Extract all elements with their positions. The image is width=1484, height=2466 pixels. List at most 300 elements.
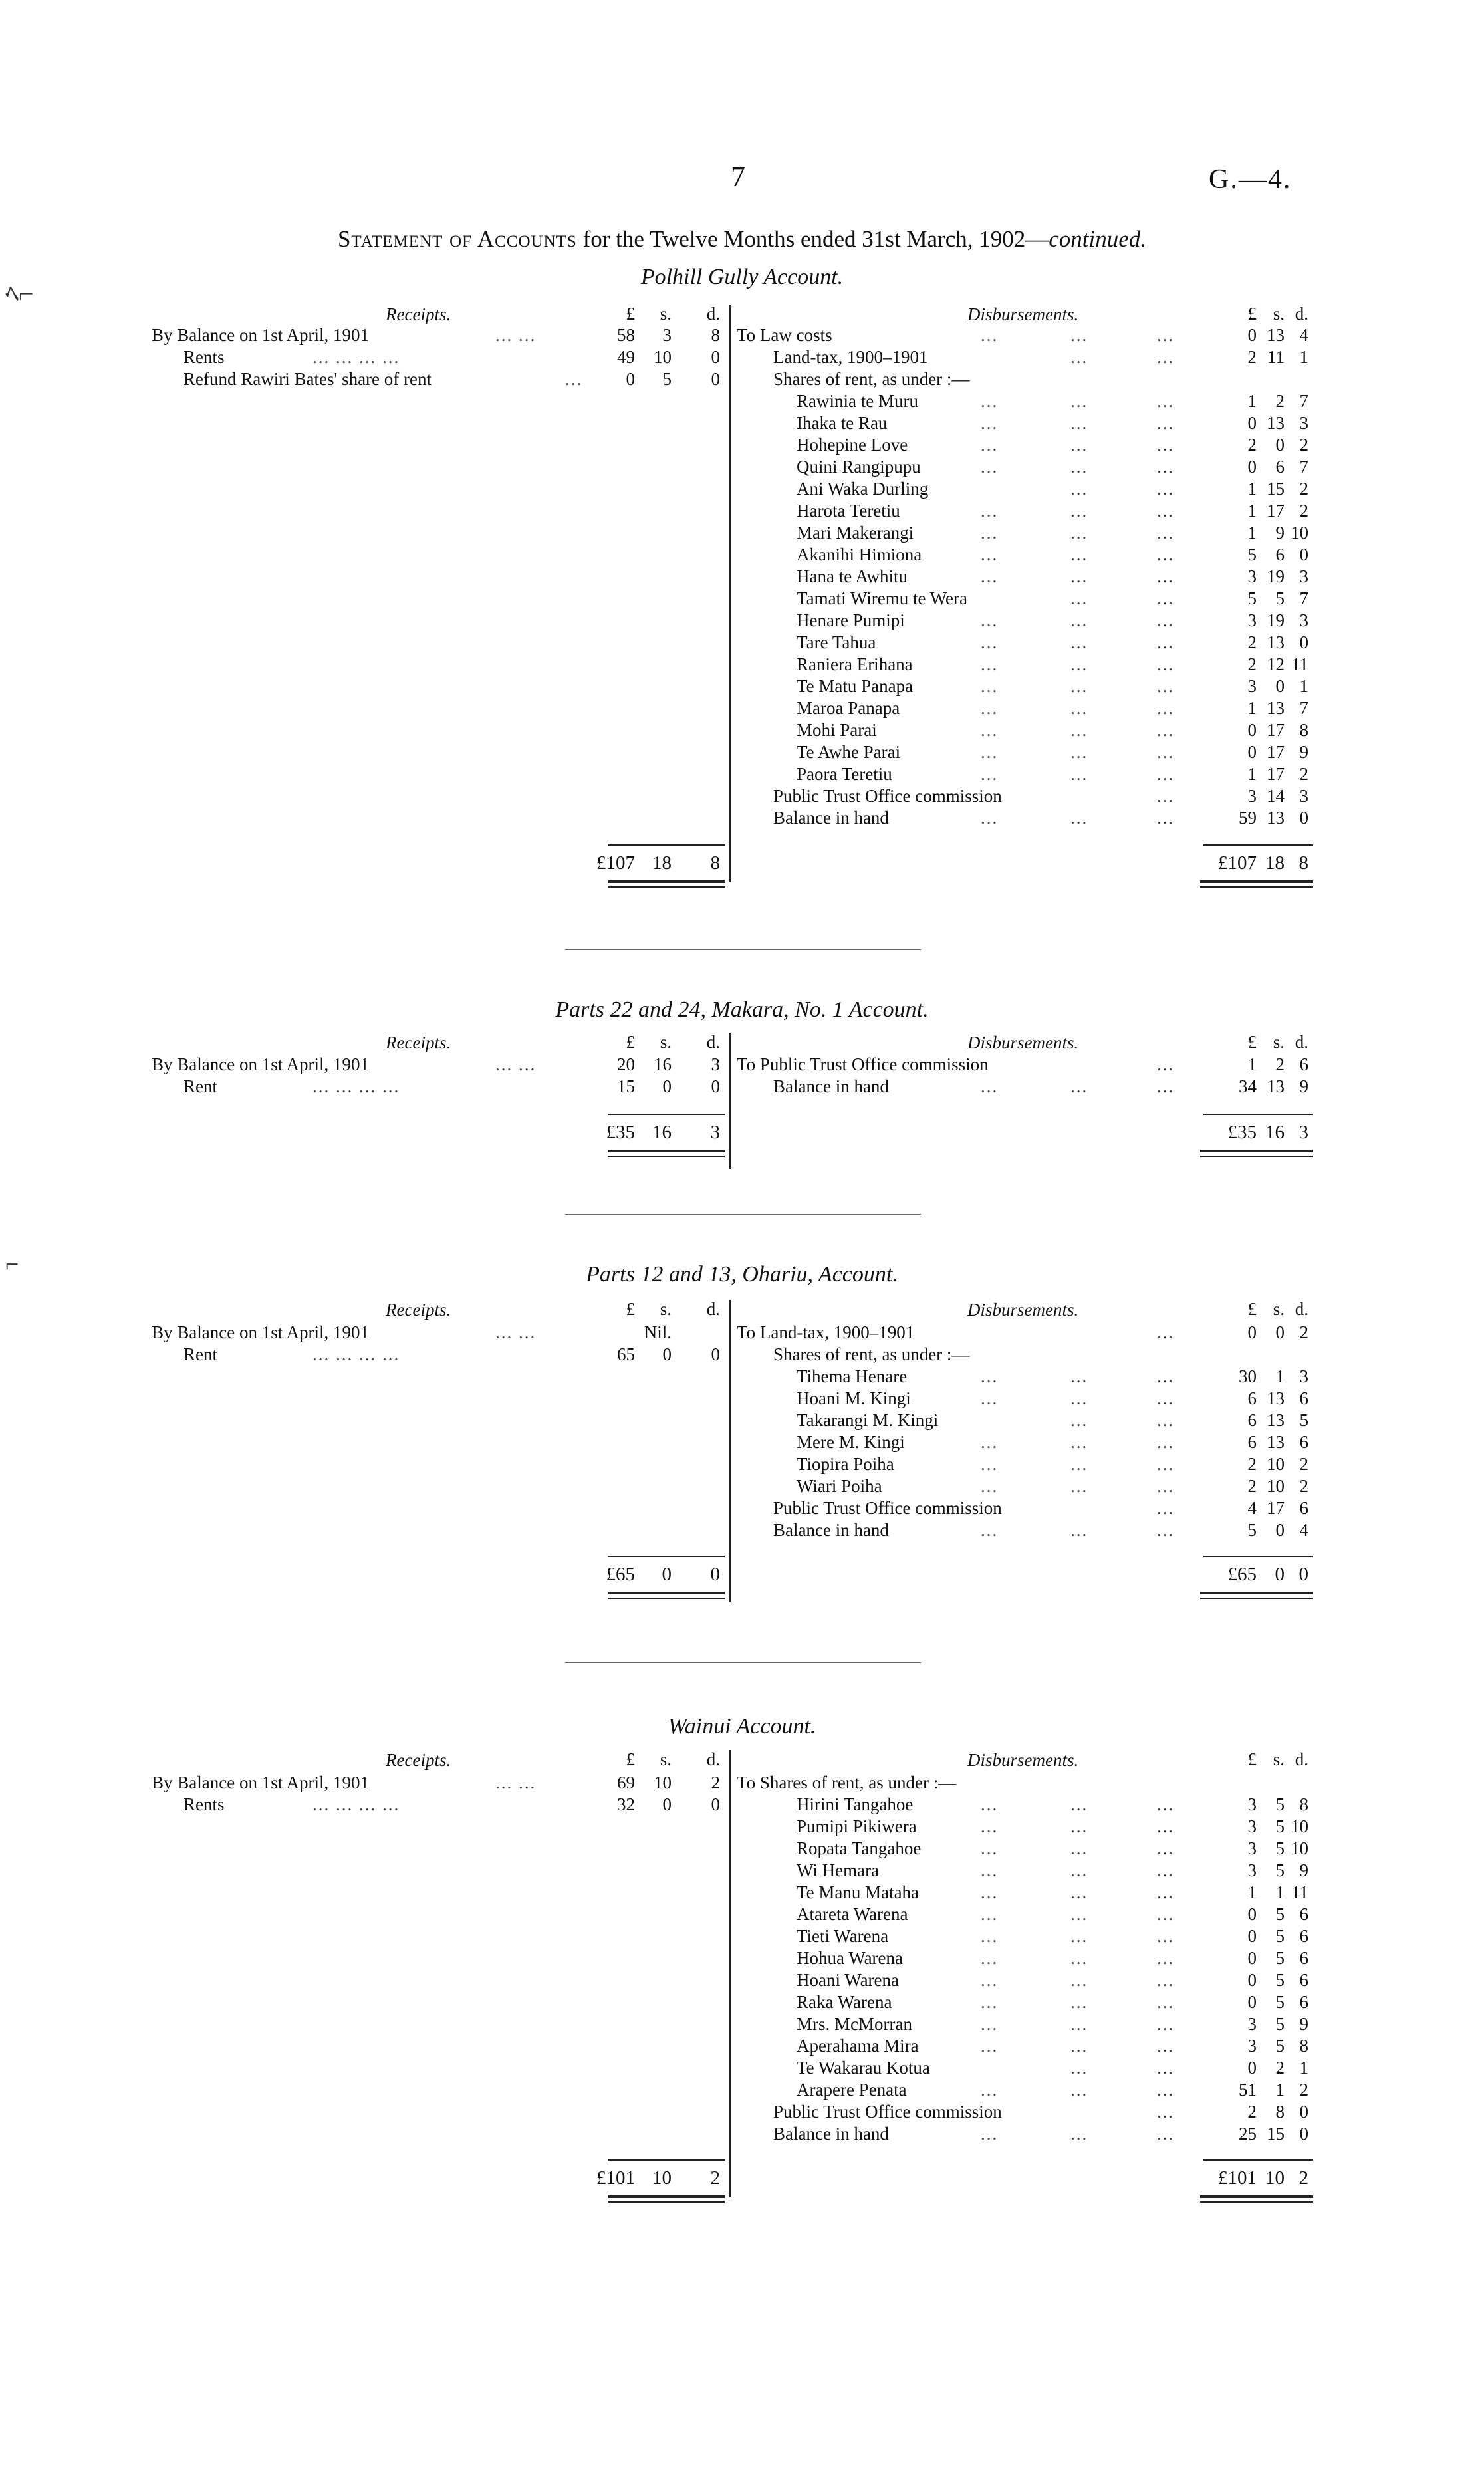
- amount-pounds: £101: [1218, 2167, 1257, 2189]
- leader-dots: ...: [1157, 501, 1175, 521]
- leader-dots: ...: [1070, 545, 1088, 564]
- leader-dots: ...: [1157, 1076, 1175, 1096]
- disbursement-row: [0, 566, 1484, 588]
- disbursement-label: Mere M. Kingi: [797, 1432, 905, 1452]
- leader-dots: ...: [981, 545, 999, 564]
- amount-pence: 0: [1299, 2102, 1308, 2122]
- disbursement-label: To Public Trust Office commission: [737, 1054, 989, 1074]
- amount-pence: 6: [1299, 1054, 1308, 1074]
- receipt-label: Rents: [184, 347, 225, 367]
- disbursement-row: [0, 1947, 1484, 1969]
- amount-pence: 8: [711, 325, 720, 345]
- leader-dots: ...: [1157, 632, 1175, 652]
- shillings-header: s.: [660, 304, 672, 324]
- amount-shillings: 17: [1267, 720, 1285, 740]
- amount-pounds: 69: [617, 1773, 635, 1792]
- disbursement-label: Pumipi Pikiwera: [797, 1816, 917, 1836]
- pence-header: d.: [1295, 1299, 1308, 1319]
- amount-shillings: 0: [1275, 435, 1285, 455]
- amount-pence: 3: [711, 1054, 720, 1074]
- leader-dots: ...: [1070, 523, 1088, 543]
- amount-shillings: 13: [1267, 1388, 1285, 1408]
- pence-header: d.: [706, 304, 720, 324]
- leader-dots: ... ... ... ...: [312, 1076, 400, 1096]
- amount-pounds: 3: [1247, 786, 1257, 806]
- disbursements-total-double-rule: [1200, 1150, 1313, 1152]
- disbursement-row: [0, 1076, 1484, 1098]
- disbursements-heading: Disbursements.: [967, 1033, 1079, 1052]
- disbursement-row: [0, 1904, 1484, 1925]
- amount-pounds: 3: [1247, 1816, 1257, 1836]
- disbursement-row: [0, 522, 1484, 544]
- amount-pounds: 2: [1247, 347, 1257, 367]
- pence-header: d.: [1295, 1749, 1308, 1769]
- amount-pounds: £65: [1227, 1564, 1257, 1585]
- disbursements-total-double-rule: [1200, 886, 1313, 888]
- leader-dots: ...: [1157, 2058, 1175, 2078]
- amount-pence: 6: [1299, 1948, 1308, 1968]
- leader-dots: ...: [981, 457, 999, 477]
- disbursement-row: [0, 697, 1484, 719]
- amount-shillings: 2: [1275, 2058, 1285, 2078]
- pence-header: d.: [1295, 1032, 1308, 1052]
- receipts-total-double-rule: [608, 2201, 725, 2203]
- amount-shillings: 15: [1267, 479, 1285, 499]
- leader-dots: ... ...: [495, 1054, 537, 1074]
- scan-mark: ⌐: [5, 1251, 19, 1277]
- leader-dots: ...: [1157, 1882, 1175, 1902]
- account-title: Wainui Account.: [668, 1714, 816, 1739]
- leader-dots: ...: [1070, 632, 1088, 652]
- pence-header: d.: [706, 1032, 720, 1052]
- leader-dots: ...: [981, 1520, 999, 1540]
- amount-pence: 0: [710, 1564, 720, 1585]
- disbursement-label: Public Trust Office commission: [773, 2102, 1002, 2122]
- leader-dots: ...: [981, 720, 999, 740]
- leader-dots: ...: [1157, 1926, 1175, 1946]
- disbursement-row: [0, 434, 1484, 456]
- amount-shillings: 13: [1267, 1410, 1285, 1430]
- leader-dots: ...: [1157, 610, 1175, 630]
- pounds-header: £: [1247, 1299, 1257, 1319]
- amount-pence: 3: [1299, 413, 1308, 433]
- amount-pounds: 3: [1247, 1794, 1257, 1814]
- amount-shillings: 6: [1275, 545, 1285, 564]
- disbursement-label: Ihaka te Rau: [797, 413, 888, 433]
- disbursement-row: [0, 1431, 1484, 1453]
- leader-dots: ...: [1157, 764, 1175, 784]
- amount-shillings: 5: [1275, 1816, 1285, 1836]
- amount-pence: 1: [1299, 2058, 1308, 2078]
- amount-pounds: 2: [1247, 1454, 1257, 1474]
- amount-pence: 3: [710, 1122, 720, 1143]
- leader-dots: ...: [565, 369, 583, 389]
- amount-pounds: 0: [1247, 413, 1257, 433]
- leader-dots: ...: [1157, 1388, 1175, 1408]
- disbursements-subtotal-rule: [1203, 2159, 1313, 2161]
- leader-dots: ...: [981, 654, 999, 674]
- amount-shillings: 17: [1267, 764, 1285, 784]
- amount-shillings: 2: [1275, 391, 1285, 411]
- receipt-label: By Balance on 1st April, 1901: [152, 325, 369, 345]
- disbursement-row: [0, 1860, 1484, 1882]
- amount-pence: 0: [711, 1344, 720, 1364]
- amount-pounds: £101: [596, 2167, 635, 2189]
- disbursement-row: [0, 368, 1484, 390]
- disbursement-row: [0, 654, 1484, 676]
- leader-dots: ...: [981, 523, 999, 543]
- disbursement-row: [0, 2057, 1484, 2079]
- amount-pence: 4: [1299, 1520, 1308, 1540]
- amount-shillings: 17: [1267, 742, 1285, 762]
- amount-pence: 9: [1299, 1860, 1308, 1880]
- leader-dots: ...: [981, 391, 999, 411]
- amount-pounds: 0: [1247, 1992, 1257, 2012]
- disbursement-row: [0, 1322, 1484, 1344]
- pence-header: d.: [706, 1299, 720, 1319]
- account-title: Parts 12 and 13, Ohariu, Account.: [586, 1262, 898, 1287]
- leader-dots: ...: [1070, 698, 1088, 718]
- amount-pence: 2: [1299, 501, 1308, 521]
- leader-dots: ...: [1070, 2036, 1088, 2056]
- amount-pounds: 25: [1239, 2124, 1257, 2144]
- leader-dots: ...: [981, 566, 999, 586]
- leader-dots: ...: [981, 1816, 999, 1836]
- leader-dots: ...: [1157, 588, 1175, 608]
- leader-dots: ...: [1070, 1838, 1088, 1858]
- amount-shillings: 5: [1275, 1904, 1285, 1924]
- disbursement-row: [0, 346, 1484, 368]
- disbursement-row: [0, 1991, 1484, 2013]
- disbursement-row: [0, 1519, 1484, 1541]
- receipt-label: By Balance on 1st April, 1901: [152, 1322, 369, 1342]
- leader-dots: ...: [1070, 1432, 1088, 1452]
- pence-header: d.: [706, 1749, 720, 1769]
- amount-shillings: 5: [1275, 1948, 1285, 1968]
- amount-pence: 2: [710, 2167, 720, 2189]
- leader-dots: ...: [1070, 1860, 1088, 1880]
- leader-dots: ...: [1157, 566, 1175, 586]
- amount-shillings: 1: [1275, 1882, 1285, 1902]
- amount-pence: 6: [1299, 1926, 1308, 1946]
- pounds-header: £: [626, 1749, 635, 1769]
- amount-pounds: 1: [1247, 479, 1257, 499]
- amount-pence: 1: [1299, 676, 1308, 696]
- shillings-header: s.: [1273, 1032, 1285, 1052]
- disbursement-row: [0, 324, 1484, 346]
- amount-pounds: 0: [1247, 742, 1257, 762]
- amount-pounds: 3: [1247, 1860, 1257, 1880]
- disbursements-total-double-rule: [1200, 880, 1313, 883]
- amount-pence: 8: [1299, 1794, 1308, 1814]
- amount-pence: 9: [1299, 1076, 1308, 1096]
- disbursement-row: [0, 1816, 1484, 1838]
- amount-shillings: 5: [1275, 1794, 1285, 1814]
- amount-pounds: 3: [1247, 1838, 1257, 1858]
- amount-pence: 2: [1299, 2080, 1308, 2100]
- leader-dots: ...: [1070, 435, 1088, 455]
- leader-dots: ...: [1070, 325, 1088, 345]
- amount-shillings: 16: [1265, 1122, 1285, 1143]
- pounds-header: £: [1247, 1032, 1257, 1052]
- leader-dots: ...: [1157, 1904, 1175, 1924]
- disbursement-row: [0, 1882, 1484, 1904]
- title-middle: for the Twelve Months ended 31st March, 1902—: [576, 226, 1049, 252]
- leader-dots: ...: [1070, 1366, 1088, 1386]
- disbursement-label: To Land-tax, 1900–1901: [737, 1322, 915, 1342]
- amount-shillings: 18: [1265, 852, 1285, 874]
- disbursement-label: Te Manu Mataha: [797, 1882, 920, 1902]
- amount-pounds: 3: [1247, 2014, 1257, 2034]
- disbursement-label: Ani Waka Durling: [797, 479, 929, 499]
- disbursement-label: Hohepine Love: [797, 435, 908, 455]
- leader-dots: ... ... ... ...: [312, 1794, 400, 1814]
- amount-shillings: 5: [662, 369, 672, 389]
- amount-pounds: 2: [1247, 435, 1257, 455]
- amount-shillings: 10: [654, 347, 672, 367]
- section-separator: [565, 1214, 921, 1215]
- leader-dots: ...: [1070, 764, 1088, 784]
- amount-shillings: 17: [1267, 501, 1285, 521]
- disbursement-row: [0, 500, 1484, 522]
- leader-dots: ...: [981, 1860, 999, 1880]
- disbursement-row: [0, 785, 1484, 807]
- disbursements-subtotal-rule: [1203, 844, 1313, 846]
- receipts-subtotal-rule: [608, 2159, 725, 2161]
- leader-dots: ...: [1157, 1520, 1175, 1540]
- leader-dots: ...: [981, 2014, 999, 2034]
- leader-dots: ...: [1070, 1794, 1088, 1814]
- leader-dots: ...: [1157, 654, 1175, 674]
- amount-pounds: 2: [1247, 1476, 1257, 1496]
- leader-dots: ...: [1157, 1860, 1175, 1880]
- amount-pence: 3: [1299, 610, 1308, 630]
- leader-dots: ...: [1070, 566, 1088, 586]
- amount-pence: 2: [1299, 479, 1308, 499]
- amount-pence: 10: [1291, 523, 1308, 543]
- amount-pence: 3: [1298, 1122, 1308, 1143]
- leader-dots: ...: [1157, 347, 1175, 367]
- amount-pounds: 49: [617, 347, 635, 367]
- disbursement-row: [0, 588, 1484, 610]
- disbursement-label: Wi Hemara: [797, 1860, 880, 1880]
- amount-pounds: 34: [1239, 1076, 1257, 1096]
- disbursement-row: [0, 1453, 1484, 1475]
- disbursement-label: Tiopira Poiha: [797, 1454, 894, 1474]
- amount-pounds: 51: [1239, 2080, 1257, 2100]
- amount-pounds: 0: [1247, 1322, 1257, 1342]
- amount-pounds: 15: [617, 1076, 635, 1096]
- disbursement-row: [0, 1054, 1484, 1076]
- amount-pounds: £65: [606, 1564, 635, 1585]
- amount-pounds: 5: [1247, 545, 1257, 564]
- leader-dots: ...: [981, 742, 999, 762]
- receipts-total-double-rule: [608, 886, 725, 888]
- amount-shillings: 11: [1267, 347, 1285, 367]
- disbursements-currency-header: [0, 303, 1484, 325]
- leader-dots: ...: [1157, 2102, 1175, 2122]
- shillings-header: s.: [1273, 1749, 1285, 1769]
- leader-dots: ...: [1070, 479, 1088, 499]
- disbursement-row: [0, 1344, 1484, 1366]
- disbursements-total: [0, 1120, 1484, 1144]
- amount-shillings: 14: [1267, 786, 1285, 806]
- amount-pounds: 1: [1247, 501, 1257, 521]
- disbursement-label: Ropata Tangahoe: [797, 1838, 922, 1858]
- amount-shillings: 13: [1267, 698, 1285, 718]
- leader-dots: ...: [1157, 720, 1175, 740]
- amount-shillings: 8: [1275, 2102, 1285, 2122]
- amount-shillings: 15: [1267, 2124, 1285, 2144]
- leader-dots: ...: [981, 610, 999, 630]
- disbursement-label: Arapere Penata: [797, 2080, 907, 2100]
- disbursement-label: Tare Tahua: [797, 632, 876, 652]
- disbursement-row: [0, 2079, 1484, 2101]
- leader-dots: ...: [1070, 1454, 1088, 1474]
- leader-dots: ...: [981, 698, 999, 718]
- leader-dots: ...: [1070, 1970, 1088, 1990]
- amount-shillings: 13: [1267, 325, 1285, 345]
- amount-shillings: 10: [654, 1773, 672, 1792]
- pounds-header: £: [626, 1299, 635, 1319]
- amount-pounds: 0: [1247, 1904, 1257, 1924]
- amount-shillings: 0: [662, 1794, 672, 1814]
- account-title: Polhill Gully Account.: [640, 265, 844, 289]
- amount-pence: 0: [1299, 545, 1308, 564]
- leader-dots: ...: [1070, 413, 1088, 433]
- amount-pence: 9: [1299, 2014, 1308, 2034]
- receipts-total-double-rule: [608, 1156, 725, 1157]
- amount-pence: 3: [1299, 566, 1308, 586]
- amount-pence: 0: [1299, 808, 1308, 828]
- amount-pounds: 0: [1247, 720, 1257, 740]
- amount-shillings: 0: [1275, 1564, 1285, 1585]
- title-tail: continued.: [1049, 226, 1147, 252]
- receipts-total-double-rule: [608, 880, 725, 883]
- amount-pence: 6: [1299, 1992, 1308, 2012]
- receipt-label: Rent: [184, 1344, 217, 1364]
- amount-pence: 7: [1299, 457, 1308, 477]
- amount-shillings: Nil.: [644, 1322, 672, 1342]
- leader-dots: ...: [1070, 588, 1088, 608]
- disbursement-row: [0, 544, 1484, 566]
- leader-dots: ...: [1070, 720, 1088, 740]
- amount-pounds: 3: [1247, 2036, 1257, 2056]
- amount-pounds: 1: [1247, 1054, 1257, 1074]
- leader-dots: ...: [981, 2124, 999, 2144]
- amount-pounds: 3: [1247, 610, 1257, 630]
- leader-dots: ...: [981, 1838, 999, 1858]
- amount-shillings: 6: [1275, 457, 1285, 477]
- disbursement-label: Public Trust Office commission: [773, 786, 1002, 806]
- leader-dots: ...: [1157, 2036, 1175, 2056]
- leader-dots: ...: [1157, 1054, 1175, 1074]
- amount-shillings: 18: [652, 852, 672, 874]
- amount-shillings: 5: [1275, 2036, 1285, 2056]
- leader-dots: ...: [1070, 1476, 1088, 1496]
- leader-dots: ...: [1070, 808, 1088, 828]
- leader-dots: ...: [1157, 1970, 1175, 1990]
- disbursement-label: Harota Teretiu: [797, 501, 900, 521]
- amount-shillings: 16: [652, 1122, 672, 1143]
- leader-dots: ...: [1157, 479, 1175, 499]
- disbursement-row: [0, 1969, 1484, 1991]
- leader-dots: ...: [1070, 1520, 1088, 1540]
- disbursement-label: Atareta Warena: [797, 1904, 908, 1924]
- amount-shillings: 13: [1267, 808, 1285, 828]
- amount-pounds: 58: [617, 325, 635, 345]
- disbursement-label: Henare Pumipi: [797, 610, 905, 630]
- amount-shillings: 0: [662, 1344, 672, 1364]
- leader-dots: ...: [981, 632, 999, 652]
- amount-shillings: 5: [1275, 1926, 1285, 1946]
- amount-pence: 0: [711, 1076, 720, 1096]
- pence-header: d.: [1295, 304, 1308, 324]
- disbursement-row: [0, 1475, 1484, 1497]
- leader-dots: ...: [981, 413, 999, 433]
- disbursement-label: Te Matu Panapa: [797, 676, 914, 696]
- disbursements-total: [0, 2166, 1484, 2190]
- disbursement-label: Raka Warena: [797, 1992, 892, 2012]
- leader-dots: ...: [981, 676, 999, 696]
- amount-shillings: 2: [1275, 1054, 1285, 1074]
- amount-shillings: 13: [1267, 1432, 1285, 1452]
- receipt-label: Rent: [184, 1076, 217, 1096]
- leader-dots: ...: [1157, 1432, 1175, 1452]
- disbursement-label: Rawinia te Muru: [797, 391, 918, 411]
- receipts-subtotal-rule: [608, 1556, 725, 1557]
- disbursement-row: [0, 412, 1484, 434]
- disbursement-row: [0, 2101, 1484, 2123]
- page-number: 7: [731, 160, 745, 193]
- title-lead: Statement of Accounts: [337, 226, 577, 252]
- amount-pounds: 2: [1247, 632, 1257, 652]
- shillings-header: s.: [1273, 304, 1285, 324]
- disbursement-row: [0, 2013, 1484, 2035]
- leader-dots: ...: [1157, 413, 1175, 433]
- leader-dots: ...: [981, 435, 999, 455]
- disbursement-row: [0, 1838, 1484, 1860]
- amount-pounds: 6: [1247, 1432, 1257, 1452]
- leader-dots: ...: [1070, 2080, 1088, 2100]
- leader-dots: ...: [981, 325, 999, 345]
- amount-shillings: 12: [1267, 654, 1285, 674]
- leader-dots: ...: [981, 1794, 999, 1814]
- leader-dots: ...: [1070, 742, 1088, 762]
- amount-shillings: 10: [652, 2167, 672, 2189]
- amount-pounds: £35: [606, 1122, 635, 1143]
- pounds-header: £: [1247, 1749, 1257, 1769]
- amount-pounds: 0: [1247, 457, 1257, 477]
- leader-dots: ...: [1070, 457, 1088, 477]
- disbursements-total: [0, 851, 1484, 875]
- leader-dots: ...: [981, 1476, 999, 1496]
- leader-dots: ...: [1070, 654, 1088, 674]
- leader-dots: ...: [1070, 676, 1088, 696]
- amount-shillings: 9: [1275, 523, 1285, 543]
- leader-dots: ... ...: [495, 1322, 537, 1342]
- amount-pence: 6: [1299, 1388, 1308, 1408]
- disbursement-label: Hirini Tangahoe: [797, 1794, 914, 1814]
- disbursement-label: Aperahama Mira: [797, 2036, 919, 2056]
- leader-dots: ...: [1157, 1454, 1175, 1474]
- leader-dots: ...: [981, 501, 999, 521]
- amount-pence: 8: [1298, 852, 1308, 874]
- amount-pounds: 59: [1239, 808, 1257, 828]
- leader-dots: ...: [1070, 1882, 1088, 1902]
- document-title: [0, 226, 1484, 253]
- leader-dots: ...: [981, 2036, 999, 2056]
